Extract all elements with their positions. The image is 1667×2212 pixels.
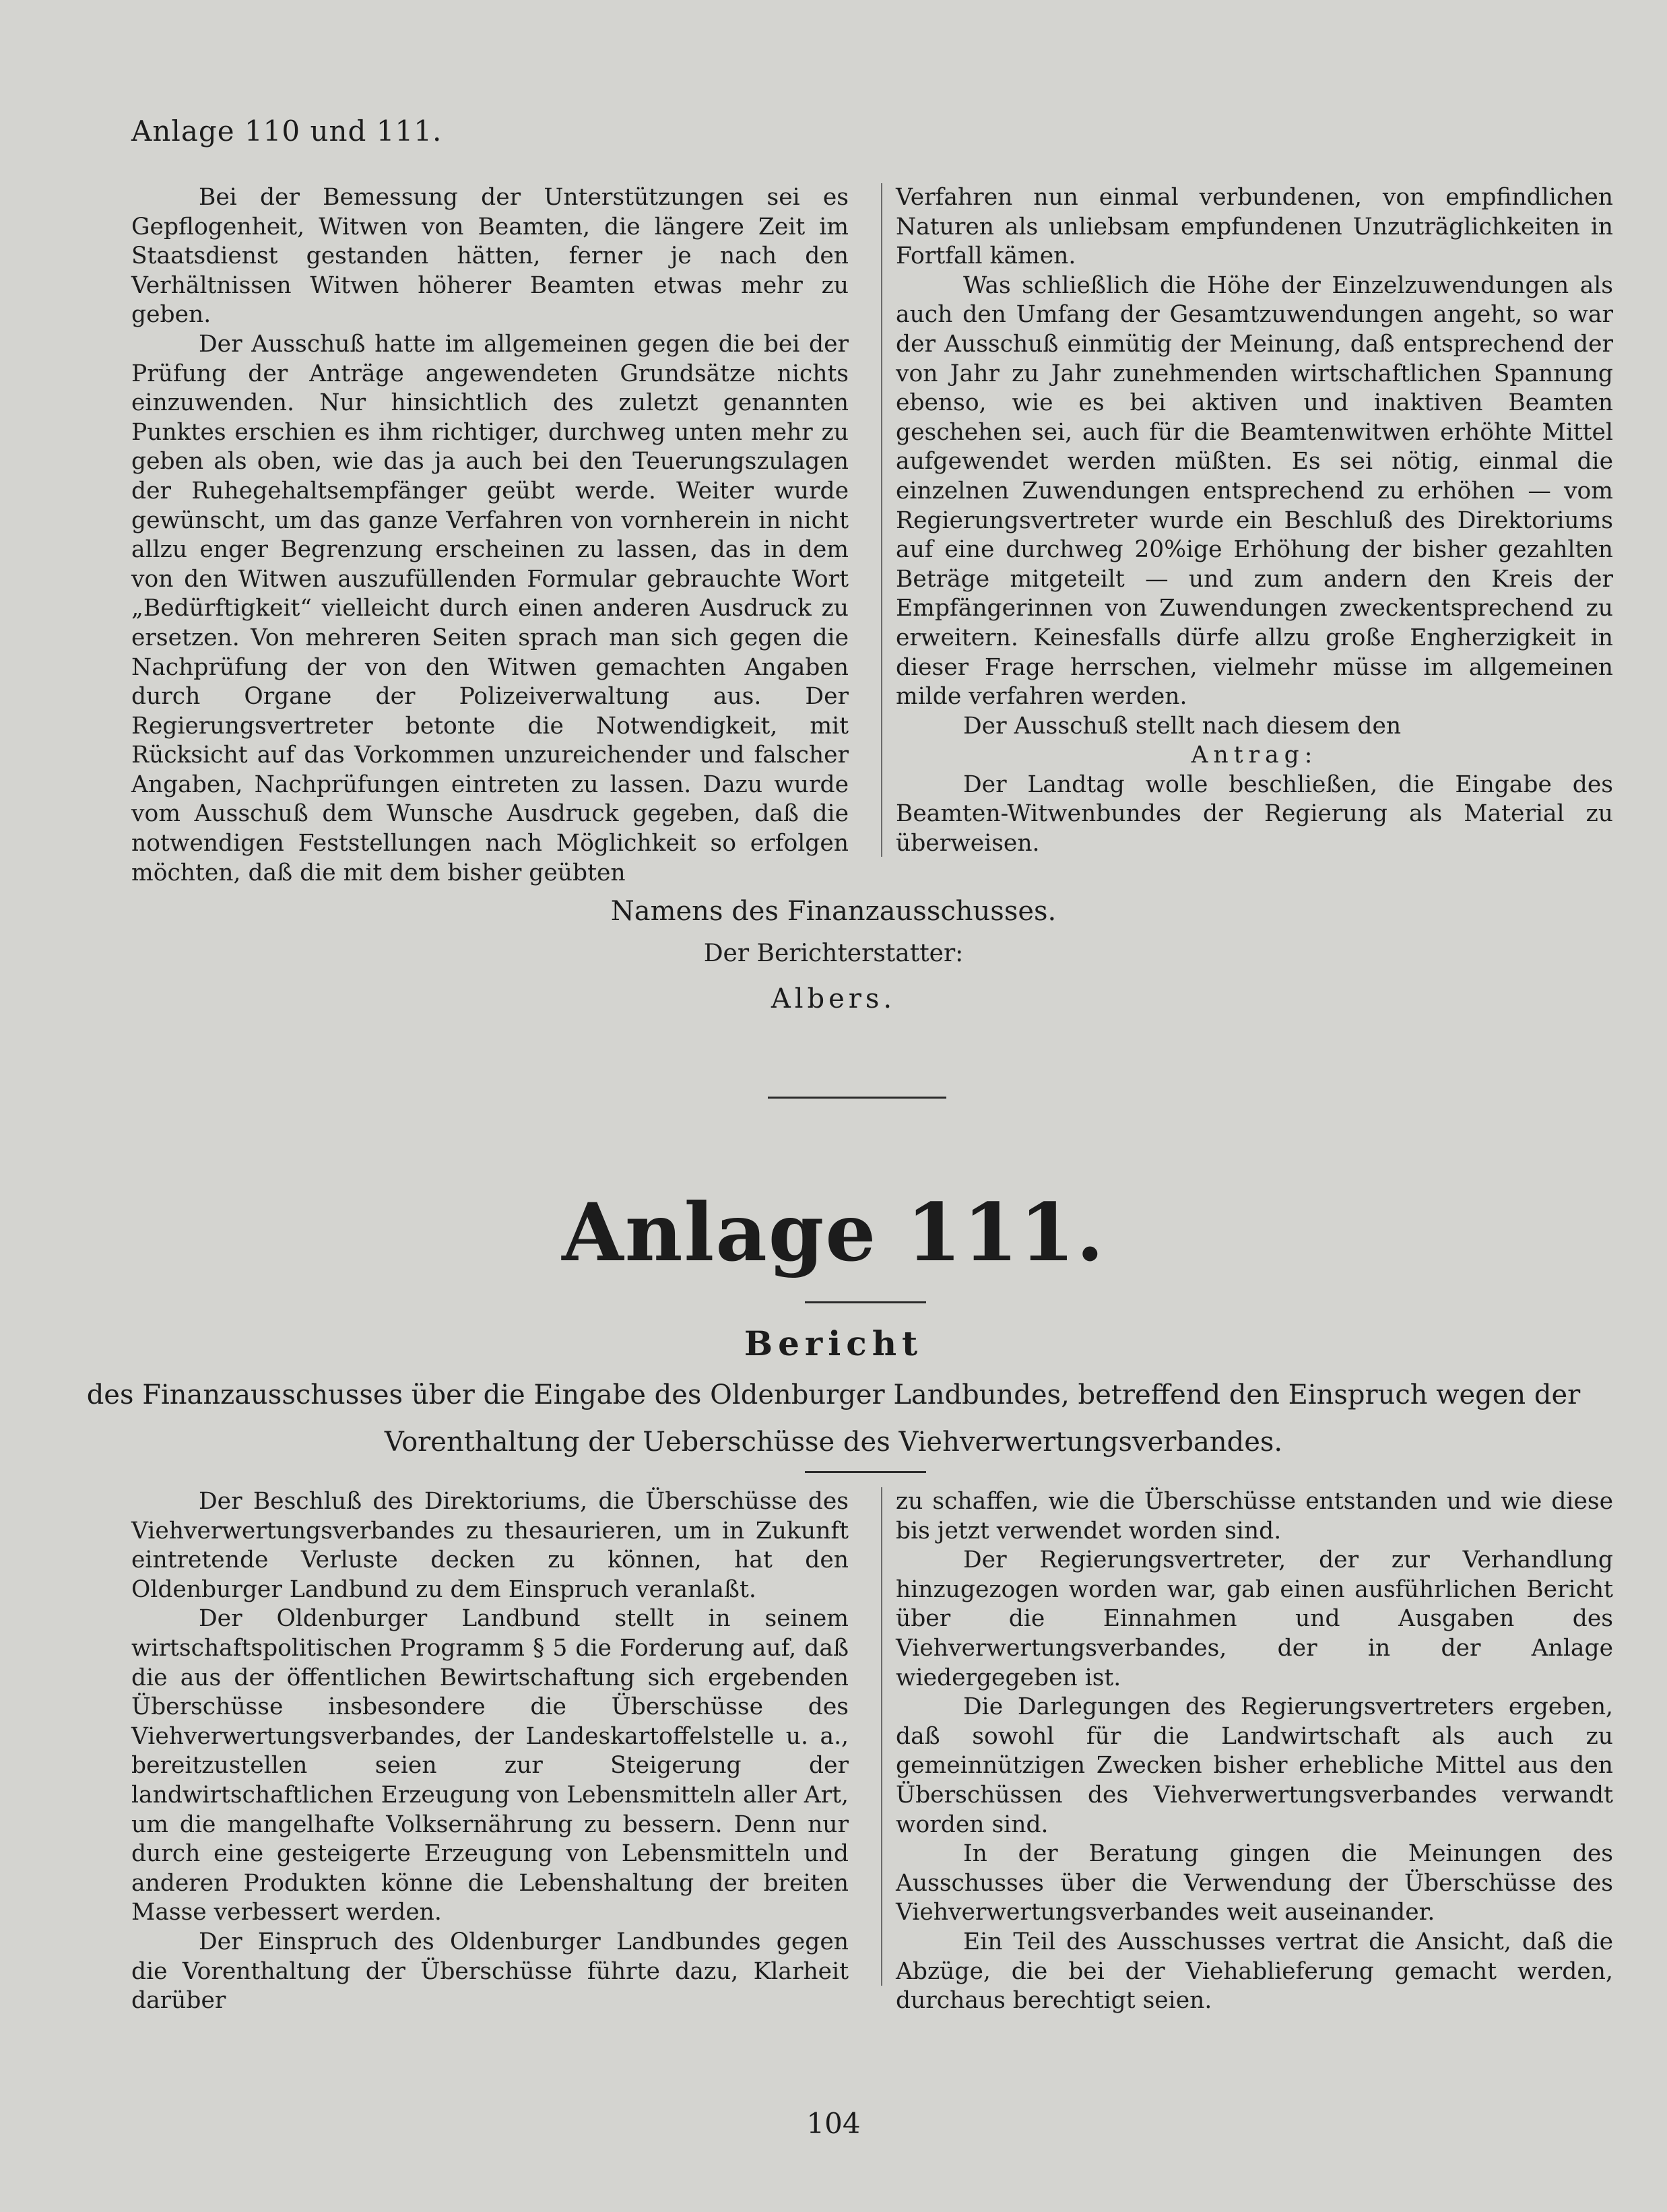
paragraph: Verfahren nun einmal verbundenen, von empfindlichen Naturen als unliebsam empfundenen Unzuträglichkeiten in Fortfall kämen. [896, 184, 1613, 270]
paragraph: Der Regierungsvertreter, der zur Verhandlung hinzugezogen worden war, gab einen ausführlichen Bericht über die Einnahmen und Ausgaben des Viehverwertungsverbandes, der in der Anlage wiedergegeben ist. [896, 1547, 1613, 1691]
paragraph: Der Ausschuß stellt nach diesem den [963, 712, 1402, 740]
antrag-text: Der Landtag wolle beschließen, die Eingabe des Beamten-Witwenbundes der Regierung als Material zu überweisen. [896, 771, 1613, 857]
paragraph: Der Oldenburger Landbund stellt in seinem wirtschaftspolitischen Programm § 5 die Forderung auf, daß die aus der öffentlichen Bewirtschaftung sich ergebenden Überschüsse insbesondere die Überschüsse des Viehverwertungsverbandes, der Landeskartoffelstelle u. a., bereitzustellen seien zur Steigerung der landwirtschaftlichen Erzeugung von Lebensmitteln aller Art, um die mangelhafte Volksernährung zu bessern. Denn nur durch eine gesteigerte Erzeugung von Lebensmitteln und anderen Produkten könne die Lebenshaltung der breiten Masse verbessert werden. [131, 1605, 849, 1926]
section2-left-column [131, 1487, 849, 2016]
signature-line-1: Namens des Finanzausschusses. [610, 896, 1057, 927]
paragraph: In der Beratung gingen die Meinungen des Ausschusses über die Verwendung der Überschüsse des Viehverwertungsverbandes weit auseinander. [896, 1840, 1613, 1926]
paragraph: zu schaffen, wie die Überschüsse entstanden und wie diese bis jetzt verwendet worden sind. [896, 1488, 1613, 1544]
running-head: Anlage 110 und 111. [131, 115, 443, 148]
paragraph: Die Darlegungen des Regierungsvertreters ergeben, daß sowohl für die Landwirtschaft als auch zu gemeinnützigen Zwecken bisher erhebliche Mittel aus den Überschüssen des Viehverwertungsverbandes verwandt worden sind. [896, 1693, 1613, 1838]
report-label: Bericht [744, 1324, 923, 1363]
antrag-heading: Antrag: [1191, 742, 1318, 769]
column-divider [881, 1487, 882, 1986]
report-subtitle-line-2: Vorenthaltung der Ueberschüsse des Viehverwertungsverbandes. [384, 1427, 1283, 1458]
paragraph: Der Einspruch des Oldenburger Landbundes gegen die Vorenthaltung der Überschüsse führte dazu, Klarheit darüber [131, 1928, 849, 2015]
page-number: 104 [806, 2107, 861, 2140]
paragraph: Was schließlich die Höhe der Einzelzuwendungen als auch den Umfang der Gesamtzuwendungen angeht, so war der Ausschuß einmütig der Meinung, daß entsprechend der von Jahr zu Jahr zunehmenden wirtschaftlichen Spannung ebenso, wie es bei aktiven und inaktiven Beamten geschehen sei, auch für die Beamtenwitwen erhöhte Mittel aufgewendet werden müßten. Es sei nötig, einmal die einzelnen Zuwendungen entsprechend zu erhöhen — vom Regierungsvertreter wurde ein Beschluß des Direktoriums auf eine durchweg 20%ige Erhöhung der bisher gezahlten Beträge mitgeteilt — und zum andern den Kreis der Empfängerinnen von Zuwendungen zweckentsprechend zu erweitern. Keinesfalls dürfe allzu große Engherzigkeit in dieser Frage herrschen, vielmehr müsse im allgemeinen milde verfahren werden. [896, 271, 1613, 711]
paragraph: Ein Teil des Ausschusses vertrat die Ansicht, daß die Abzüge, die bei der Viehablieferung gemacht werden, durchaus berechtigt seien. [896, 1928, 1613, 2015]
section1-left-column [131, 183, 849, 888]
signature-line-2: Der Berichterstatter: [703, 940, 964, 967]
paragraph: Der Ausschuß hatte im allgemeinen gegen die bei der Prüfung der Anträge angewendeten Grundsätze nichts einzuwenden. Nur hinsichtlich des zuletzt genannten Punktes erschien es ihm richtiger, durchweg unten mehr zu geben als oben, wie das ja auch bei den Teuerungszulagen der Ruhegehaltsempfänger geübt werde. Weiter wurde gewünscht, um das ganze Verfahren von vornherein in nicht allzu enger Begrenzung erscheinen zu lassen, das in dem von den Witwen auszufüllenden Formular gebrauchte Wort „Bedürftigkeit“ vielleicht durch einen anderen Ausdruck zu ersetzen. Von mehreren Seiten sprach man sich gegen die Nachprüfung der von den Witwen gemachten Angaben durch Organe der Polizeiverwaltung aus. Der Regierungsvertreter betonte die Notwendigkeit, mit Rücksicht auf das Vorkommen unzureichender und falscher Angaben, Nachprüfungen eintreten zu lassen. Dazu wurde vom Ausschuß dem Wunsche Ausdruck gegeben, daß die notwendigen Feststellungen nach Möglichkeit so erfolgen möchten, daß die mit dem bisher geübten [131, 330, 849, 886]
paragraph: Der Beschluß des Direktoriums, die Überschüsse des Viehverwertungsverbandes zu thesaurieren, um in Zukunft eintretende Verluste decken zu können, hat den Oldenburger Landbund zu dem Einspruch veranlaßt. [131, 1488, 849, 1603]
title-rule [805, 1301, 926, 1303]
anlage-title: Anlage 111. [562, 1185, 1105, 1279]
section-separator [768, 1097, 946, 1099]
report-subtitle-line-1: des Finanzausschusses über die Eingabe des Oldenburger Landbundes, betreffend den Einspruch wegen der [86, 1379, 1581, 1410]
subtitle-rule [805, 1471, 926, 1473]
section1-right-column [896, 183, 1613, 859]
signature-name: Albers. [771, 983, 896, 1014]
column-divider [881, 183, 882, 857]
section2-right-column [896, 1487, 1613, 2016]
paragraph: Bei der Bemessung der Unterstützungen sei es Gepflogenheit, Witwen von Beamten, die längere Zeit im Staatsdienst gestanden hätten, ferner je nach den Verhältnissen Witwen höherer Beamten etwas mehr zu geben. [131, 184, 849, 329]
